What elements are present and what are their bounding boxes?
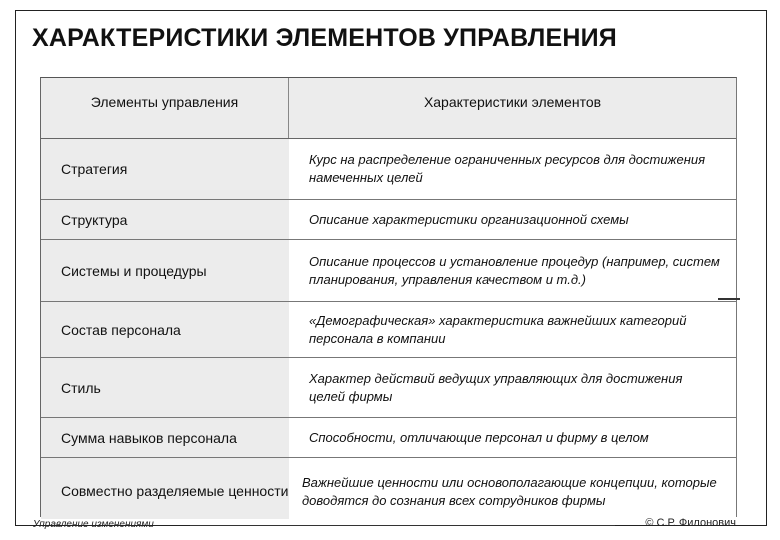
footer-course-title: Управление изменениями <box>33 519 154 530</box>
table-row <box>41 139 736 200</box>
element-cell: Стиль <box>41 358 289 417</box>
element-cell: Системы и процедуры <box>41 240 289 301</box>
table-header <box>41 78 736 139</box>
description-cell: Курс на распределение ограниченных ресурсов для достижения намеченных целей <box>289 139 736 199</box>
element-cell: Совместно разделяемые ценности <box>41 458 289 519</box>
table-row <box>41 418 736 458</box>
page-title: ХАРАКТЕРИСТИКИ ЭЛЕМЕНТОВ УПРАВЛЕНИЯ <box>32 24 617 52</box>
description-cell: Способности, отличающие персонал и фирму в целом <box>289 418 736 457</box>
element-cell: Стратегия <box>41 139 289 199</box>
table-row <box>41 240 736 302</box>
element-cell: Структура <box>41 200 289 239</box>
footer-divider <box>190 525 615 526</box>
table-row <box>41 200 736 240</box>
description-cell: «Демографическая» характеристика важнейших категорий персонала в компании <box>289 302 736 357</box>
column-header-elements: Элементы управления <box>41 78 289 138</box>
footer-copyright: © С.Р. Филонович <box>645 517 736 529</box>
management-elements-table <box>40 77 737 517</box>
table-row <box>41 458 736 519</box>
description-cell: Описание процессов и установление процедур (например, систем планирования, управления качеством и т.д.) <box>289 240 736 301</box>
description-cell: Описание характеристики организационной схемы <box>289 200 736 239</box>
divider <box>718 298 740 300</box>
column-header-characteristics: Характеристики элементов <box>423 94 602 110</box>
table-row <box>41 358 736 418</box>
description-cell: Характер действий ведущих управляющих для достижения целей фирмы <box>289 358 736 417</box>
element-cell: Сумма навыков персонала <box>41 418 289 457</box>
description-cell: Важнейшие ценности или основополагающие концепции, которые доводятся до сознания всех сотрудников фирмы <box>289 458 736 519</box>
table-row <box>41 302 736 358</box>
element-cell: Состав персонала <box>41 302 289 357</box>
